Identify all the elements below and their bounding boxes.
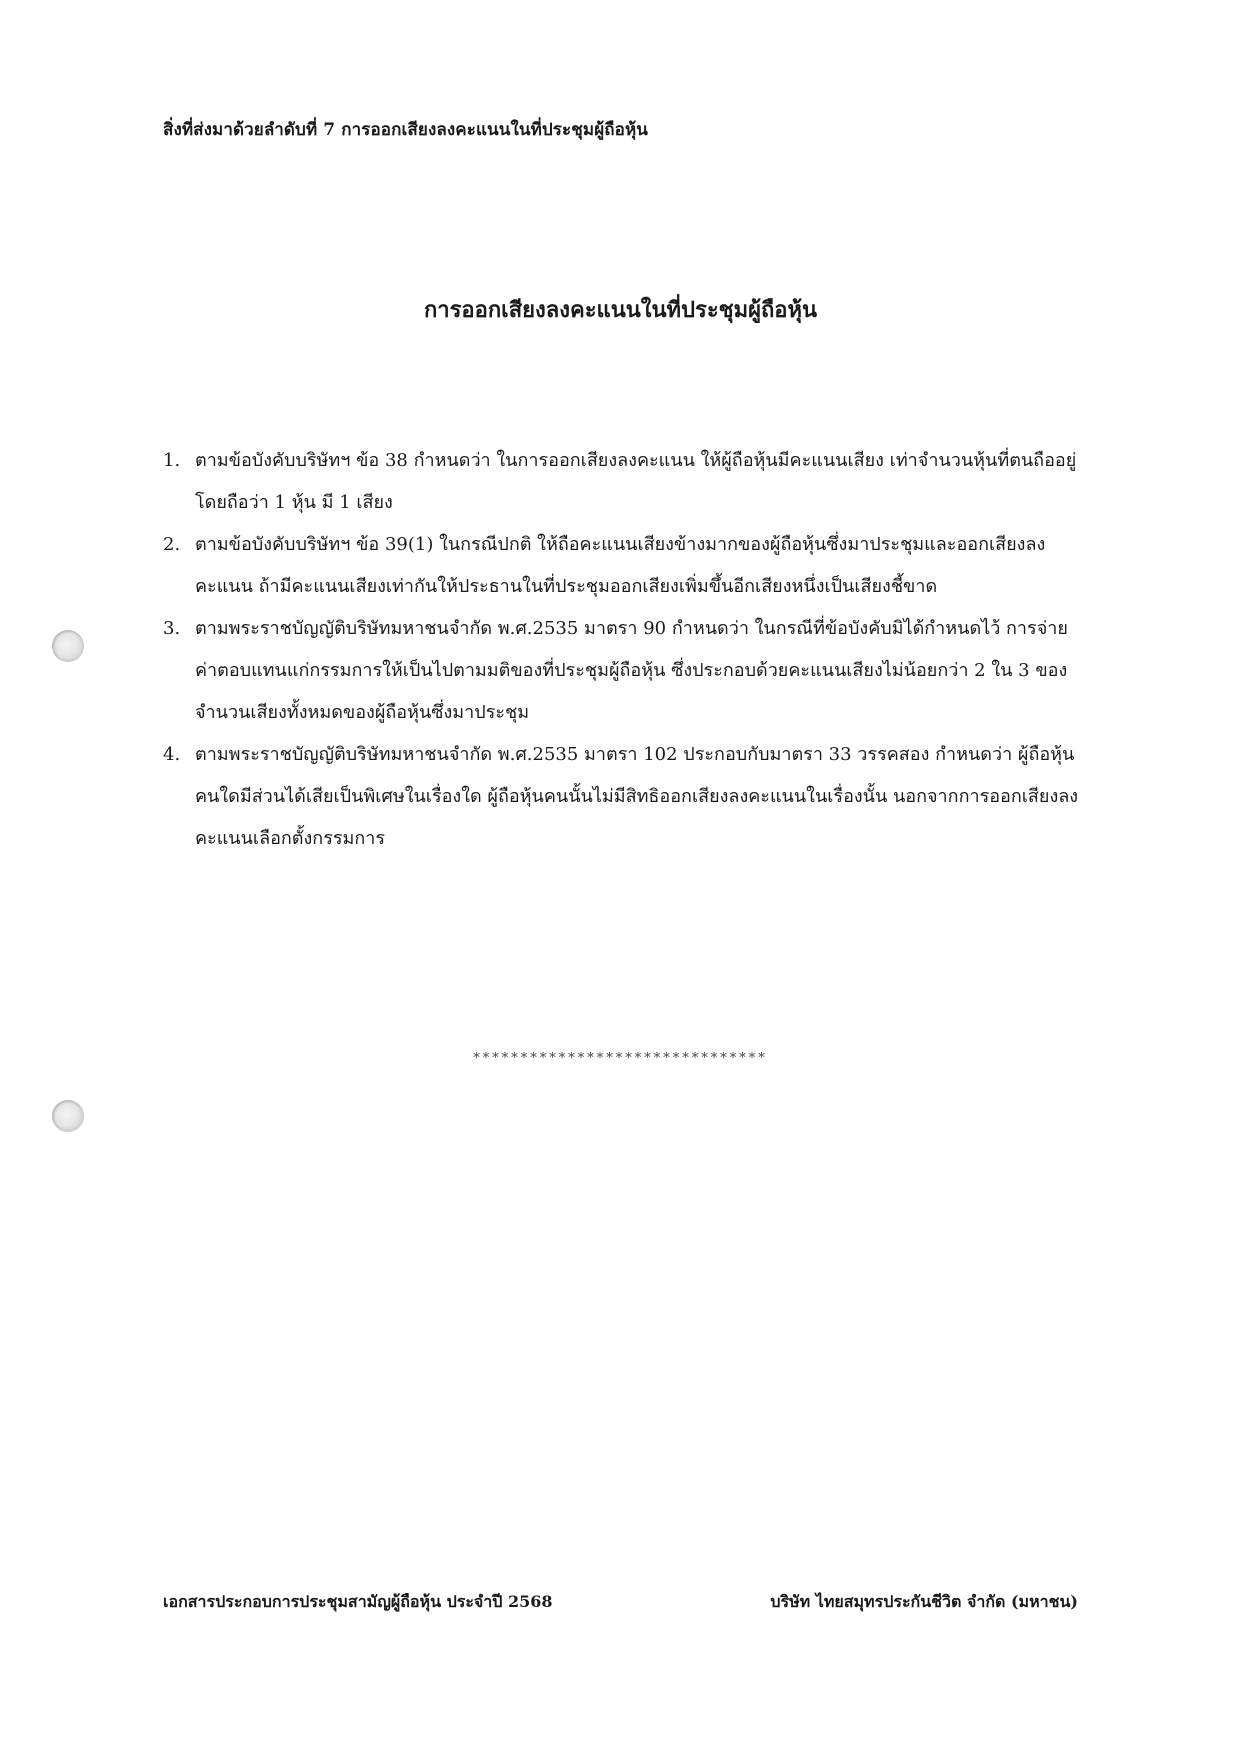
header-note: สิ่งที่ส่งมาด้วยลำดับที่ 7 การออกเสียงลงคะแนนในที่ประชุมผู้ถือหุ้น <box>163 120 648 140</box>
clause-item <box>163 608 1083 734</box>
clause-text: ตามพระราชบัญญัติบริษัทมหาชนจำกัด พ.ศ.2535 มาตรา 102 ประกอบกับมาตรา 33 วรรคสอง กำหนดว่า ผู้ถือหุ้นคนใดมีส่วนได้เสียเป็นพิเศษในเรื่องใด ผู้ถือหุ้นคนนั้นไม่มีสิทธิออกเสียงลงคะแนนในเรื่องนั้น นอกจากการออกเสียงลงคะแนนเลือกตั้งกรรมการ <box>195 744 1079 849</box>
footer-document-note: เอกสารประกอบการประชุมสามัญผู้ถือหุ้น ประจำปี 2568 <box>163 1592 553 1611</box>
footer-company-name: บริษัท ไทยสมุทรประกันชีวิต จำกัด (มหาชน) <box>770 1592 1078 1611</box>
clause-number: 2. <box>163 534 181 555</box>
document-title: การออกเสียงลงคะแนนในที่ประชุมผู้ถือหุ้น <box>423 297 818 323</box>
punch-hole-mark <box>52 1100 84 1132</box>
clause-text: ตามข้อบังคับบริษัทฯ ข้อ 38 กำหนดว่า ในการออกเสียงลงคะแนน ให้ผู้ถือหุ้นมีคะแนนเสียง เท่าจำนวนหุ้นที่ตนถืออยู่ โดยถือว่า 1 หุ้น มี 1 เสียง <box>195 450 1077 513</box>
clause-text: ตามพระราชบัญญัติบริษัทมหาชนจำกัด พ.ศ.2535 มาตรา 90 กำหนดว่า ในกรณีที่ข้อบังคับมิได้กำหนดไว้ การจ่ายค่าตอบแทนแก่กรรมการให้เป็นไปตามมติของที่ประชุมผู้ถือหุ้น ซึ่งประกอบด้วยคะแนนเสียงไม่น้อยกว่า 2 ใน 3 ของจำนวนเสียงทั้งหมดของผู้ถือหุ้นซึ่งมาประชุม <box>195 618 1068 723</box>
clause-number: 1. <box>163 450 181 471</box>
clause-list <box>163 440 1083 860</box>
asterisk-divider: ******************************* <box>473 1051 768 1066</box>
clause-number: 3. <box>163 618 181 639</box>
punch-hole-mark <box>52 630 84 662</box>
clause-item <box>163 734 1083 860</box>
clause-item <box>163 440 1083 524</box>
clause-item <box>163 524 1083 608</box>
clause-text: ตามข้อบังคับบริษัทฯ ข้อ 39(1) ในกรณีปกติ ให้ถือคะแนนเสียงข้างมากของผู้ถือหุ้นซึ่งมาประชุมและออกเสียงลงคะแนน ถ้ามีคะแนนเสียงเท่ากันให้ประธานในที่ประชุมออกเสียงเพิ่มขึ้นอีกเสียงหนึ่งเป็นเสียงชี้ขาด <box>195 534 1046 597</box>
clause-number: 4. <box>163 744 181 765</box>
